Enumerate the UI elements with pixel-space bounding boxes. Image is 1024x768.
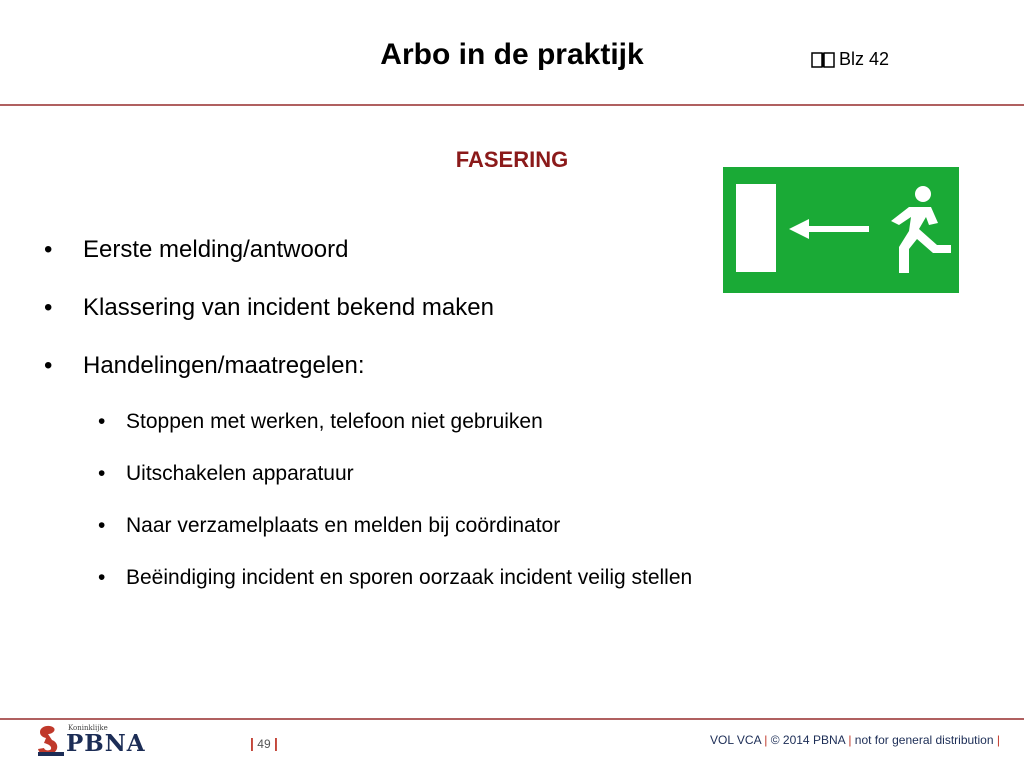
bullet-list bbox=[44, 236, 692, 618]
emergency-exit-sign bbox=[723, 167, 959, 293]
header-divider bbox=[0, 104, 1024, 106]
bullet-dot: • bbox=[98, 566, 106, 589]
footer-separator: | bbox=[996, 733, 1000, 747]
logo-wordmark: PBNA bbox=[66, 730, 146, 757]
bullet-dot: • bbox=[44, 294, 53, 321]
logo-subtitle: Koninklijke bbox=[68, 724, 108, 732]
page-number-value: 49 bbox=[257, 737, 271, 751]
list-item-text: Eerste melding/antwoord bbox=[83, 236, 349, 263]
footer-copyright: © 2014 PBNA bbox=[770, 733, 845, 747]
section-heading: FASERING bbox=[455, 147, 569, 172]
list-item bbox=[44, 294, 692, 352]
page-number bbox=[250, 735, 278, 751]
bullet-dot: • bbox=[44, 236, 53, 263]
bullet-dot: • bbox=[44, 352, 53, 379]
list-item bbox=[44, 236, 692, 294]
footer-divider bbox=[0, 718, 1024, 720]
footer-course: VOL VCA bbox=[710, 733, 761, 747]
bullet-dot: • bbox=[98, 462, 106, 485]
slide-title: Arbo in de praktijk bbox=[380, 38, 644, 71]
list-item-text: Klassering van incident bekend maken bbox=[83, 294, 494, 321]
sub-list-item-text: Uitschakelen apparatuur bbox=[126, 462, 354, 485]
bullet-dot: • bbox=[98, 514, 106, 537]
footer-info bbox=[710, 733, 1000, 747]
page-bar-left: | bbox=[250, 735, 254, 751]
page-reference bbox=[811, 49, 889, 70]
footer-separator: | bbox=[764, 733, 768, 747]
page-bar-right: | bbox=[273, 735, 278, 751]
bullet-dot: • bbox=[98, 410, 106, 433]
list-item bbox=[44, 352, 692, 410]
sub-list-item bbox=[44, 410, 692, 462]
sub-list-item-text: Naar verzamelplaats en melden bij coördinator bbox=[126, 514, 561, 537]
sub-list-item bbox=[44, 566, 692, 618]
footer-separator: | bbox=[848, 733, 852, 747]
sub-list-item-text: Stoppen met werken, telefoon niet gebruiken bbox=[126, 410, 543, 433]
book-icon bbox=[811, 51, 835, 69]
footer-distribution: not for general distribution bbox=[854, 733, 994, 747]
sub-list-item bbox=[44, 462, 692, 514]
sub-list-item bbox=[44, 514, 692, 566]
list-item-text: Handelingen/maatregelen: bbox=[83, 352, 365, 379]
page-reference-text: Blz 42 bbox=[839, 49, 890, 69]
sub-list-item-text: Beëindiging incident en sporen oorzaak incident veilig stellen bbox=[126, 566, 693, 589]
